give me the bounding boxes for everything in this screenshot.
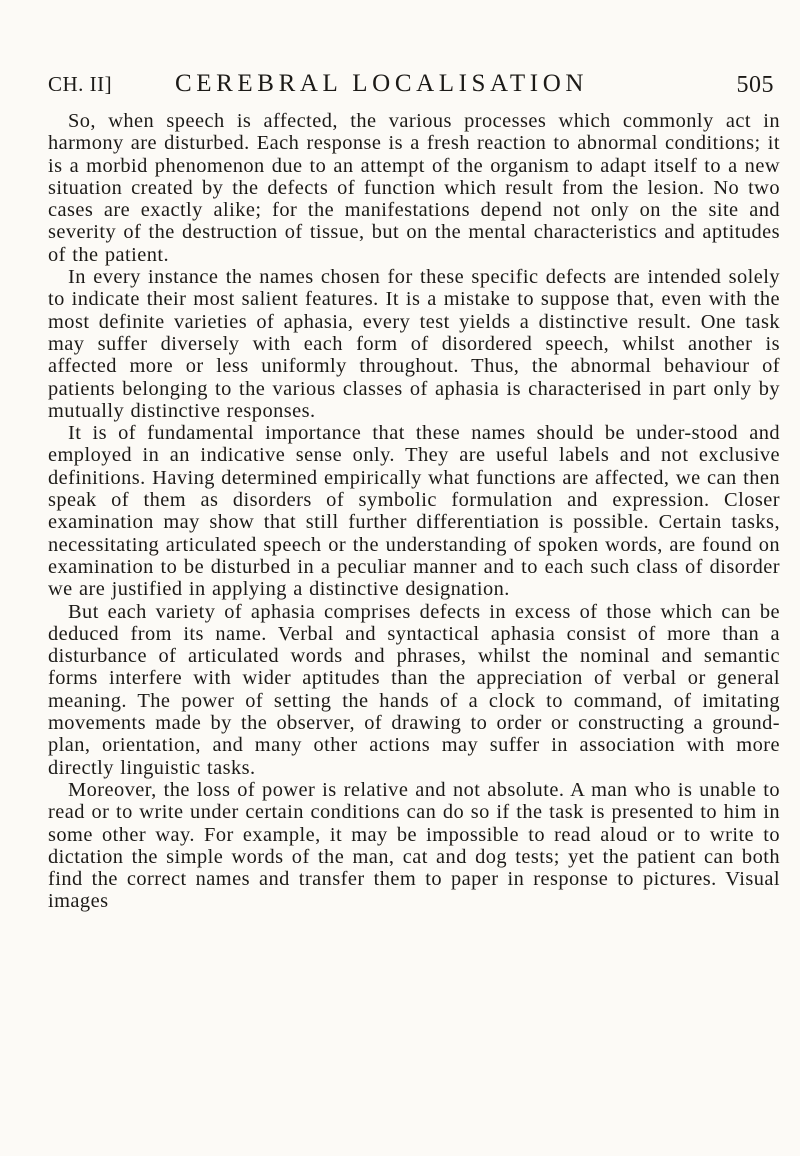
paragraph-3: It is of fundamental importance that these names should be under-stood and employed in an indicative sense only. They are useful labels and not exclusive definitions. Having determined empirically what functions are affected, we can then speak of them as disorders of symbolic formulation and expression. Closer examination may show that still further differentiation is possible. Certain tasks, necessitating articulated speech or the understanding of spoken words, are found on examination to be disturbed in a peculiar manner and to each such class of disorder we are justified in applying a distinctive designation. <box>48 422 780 601</box>
paragraph-4: But each variety of aphasia comprises defects in excess of those which can be deduced from its name. Verbal and syntactical aphasia consist of more than a disturbance of articulated words and phrases, whilst the nominal and semantic forms interfere with wider aptitudes than the appreciation of verbal or general meaning. The power of setting the hands of a clock to command, of imitating movements made by the observer, of drawing to order or constructing a ground-plan, orientation, and many other actions may suffer in association with more directly linguistic tasks. <box>48 600 780 779</box>
paragraph-5: Moreover, the loss of power is relative and not absolute. A man who is unable to read or to write under certain conditions can do so if the task is presented to him in some other way. For example, it may be impossible to read aloud or to write to dictation the simple words of the man, cat and dog tests; yet the patient can both find the correct names and transfer them to paper in response to pictures. Visual images <box>48 778 780 913</box>
running-head <box>48 70 780 104</box>
paragraph-1: So, when speech is affected, the various processes which commonly act in harmony are disturbed. Each response is a fresh reaction to abnormal conditions; it is a morbid phenomenon due to an attempt of the organism to adapt itself to a new situation created by the defects of function which result from the lesion. No two cases are exactly alike; for the manifestations depend not only on the site and severity of the destruction of tissue, but on the mental characteristics and aptitudes of the patient. <box>48 110 780 266</box>
page-number: 505 <box>736 72 774 98</box>
body-text <box>48 110 780 913</box>
chapter-reference: CH. II] <box>48 72 113 96</box>
running-title: CEREBRAL LOCALISATION <box>175 70 589 97</box>
paragraph-2: In every instance the names chosen for these specific defects are intended solely to indicate their most salient features. It is a mistake to suppose that, even with the most definite varieties of aphasia, every test yields a distinctive result. One task may suffer diversely with each form of disordered speech, whilst another is affected more or less uniformly throughout. Thus, the abnormal behaviour of patients belonging to the various classes of aphasia is characterised in part only by mutually distinctive responses. <box>48 266 780 422</box>
